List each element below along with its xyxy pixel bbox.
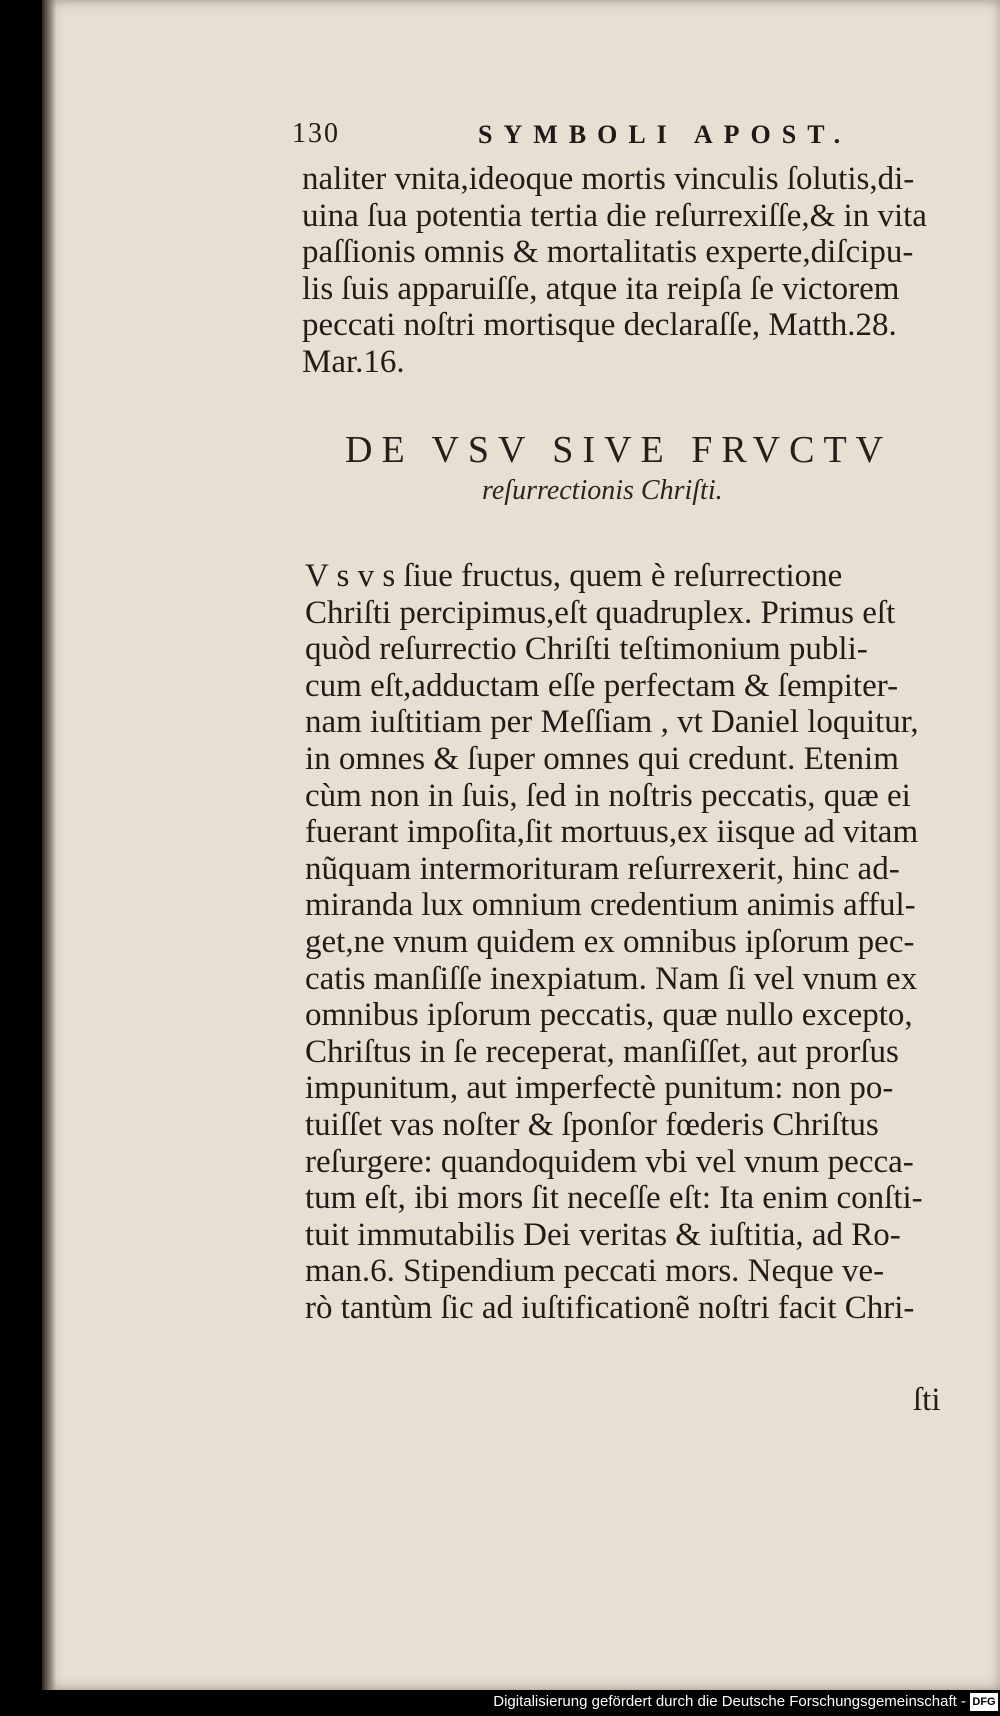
section-subheading: reſurrectionis Chriſti. (482, 475, 723, 506)
text-line: Chriſtus in ſe receperat, manſiſſet, aut prorſus (305, 1033, 899, 1070)
text-line: Mar.16. (302, 343, 405, 380)
text-line: tuit immutabilis Dei veritas & iuſtitia, ad Ro- (305, 1216, 901, 1253)
text-line: man.6. Stipendium peccati mors. Neque ve- (305, 1253, 885, 1290)
text-line: paſſionis omnis & mortalitatis experte,diſcipu- (302, 234, 914, 271)
text-line: rò tantùm ſic ad iuſtificationẽ noſtri facit Chri- (305, 1289, 915, 1326)
page-number: 130 (292, 118, 340, 149)
continuation-paragraph (302, 161, 952, 381)
dfg-logo-icon: DFG (970, 1693, 998, 1711)
footer-credit: Digitalisierung gefördert durch die Deutsche Forschungsgemeinschaft - (493, 1693, 966, 1710)
text-line: uina ſua potentia tertia die reſurrexiſſe,& in vita (302, 197, 927, 234)
text-line: reſurgere: quandoquidem vbi vel vnum pecca- (305, 1143, 914, 1180)
text-line: tuiſſet vas noſter & ſponſor fœderis Chriſtus (305, 1106, 879, 1143)
catchword: ſti (913, 1382, 941, 1418)
running-head-title: SYMBOLI APOST. (478, 120, 852, 149)
text-line: cùm non in ſuis, ſed in noſtris peccatis, quæ ei (305, 777, 911, 814)
text-line: miranda lux omnium credentium animis afful- (305, 887, 916, 924)
text-line: impunitum, aut imperfectè punitum: non po- (305, 1070, 894, 1107)
body-paragraph (305, 558, 955, 1326)
section-heading: DE VSV SIVE FRVCTV (345, 429, 893, 471)
page-gutter-shadow (42, 0, 56, 1690)
text-line: peccati noſtri mortisque declaraſſe, Matth.28. (302, 307, 897, 344)
text-line: quòd reſurrectio Chriſti teſtimonium publi- (305, 631, 868, 668)
text-line: Chriſti percipimus,eſt quadruplex. Primus eſt (305, 594, 896, 631)
text-line: V s v s ſiue fructus, quem è reſurrectione (305, 558, 843, 594)
running-head (292, 118, 852, 158)
text-line: nũquam intermorituram reſurrexerit, hinc ad- (305, 850, 900, 887)
text-line: naliter vnita,ideoque mortis vinculis ſolutis,di- (302, 161, 915, 197)
text-line: tum eſt, ibi mors ſit neceſſe eſt: Ita enim conſti- (305, 1180, 923, 1217)
text-line: catis manſiſſe inexpiatum. Nam ſi vel vnum ex (305, 960, 918, 997)
text-line: cum eſt,adductam eſſe perfectam & ſempiter- (305, 667, 899, 704)
text-line: omnibus ipſorum peccatis, quæ nullo excepto, (305, 997, 913, 1034)
text-line: lis ſuis apparuiſſe, atque ita reipſa ſe victorem (302, 270, 900, 307)
footer-bar (0, 1690, 1000, 1716)
text-line: nam iuſtitiam per Meſſiam , vt Daniel loquitur, (305, 704, 919, 741)
text-line: get,ne vnum quidem ex omnibus ipſorum pec- (305, 923, 915, 960)
text-line: in omnes & ſuper omnes qui credunt. Etenim (305, 740, 899, 777)
text-line: fuerant impoſita,ſit mortuus,ex iisque ad vitam (305, 814, 919, 851)
